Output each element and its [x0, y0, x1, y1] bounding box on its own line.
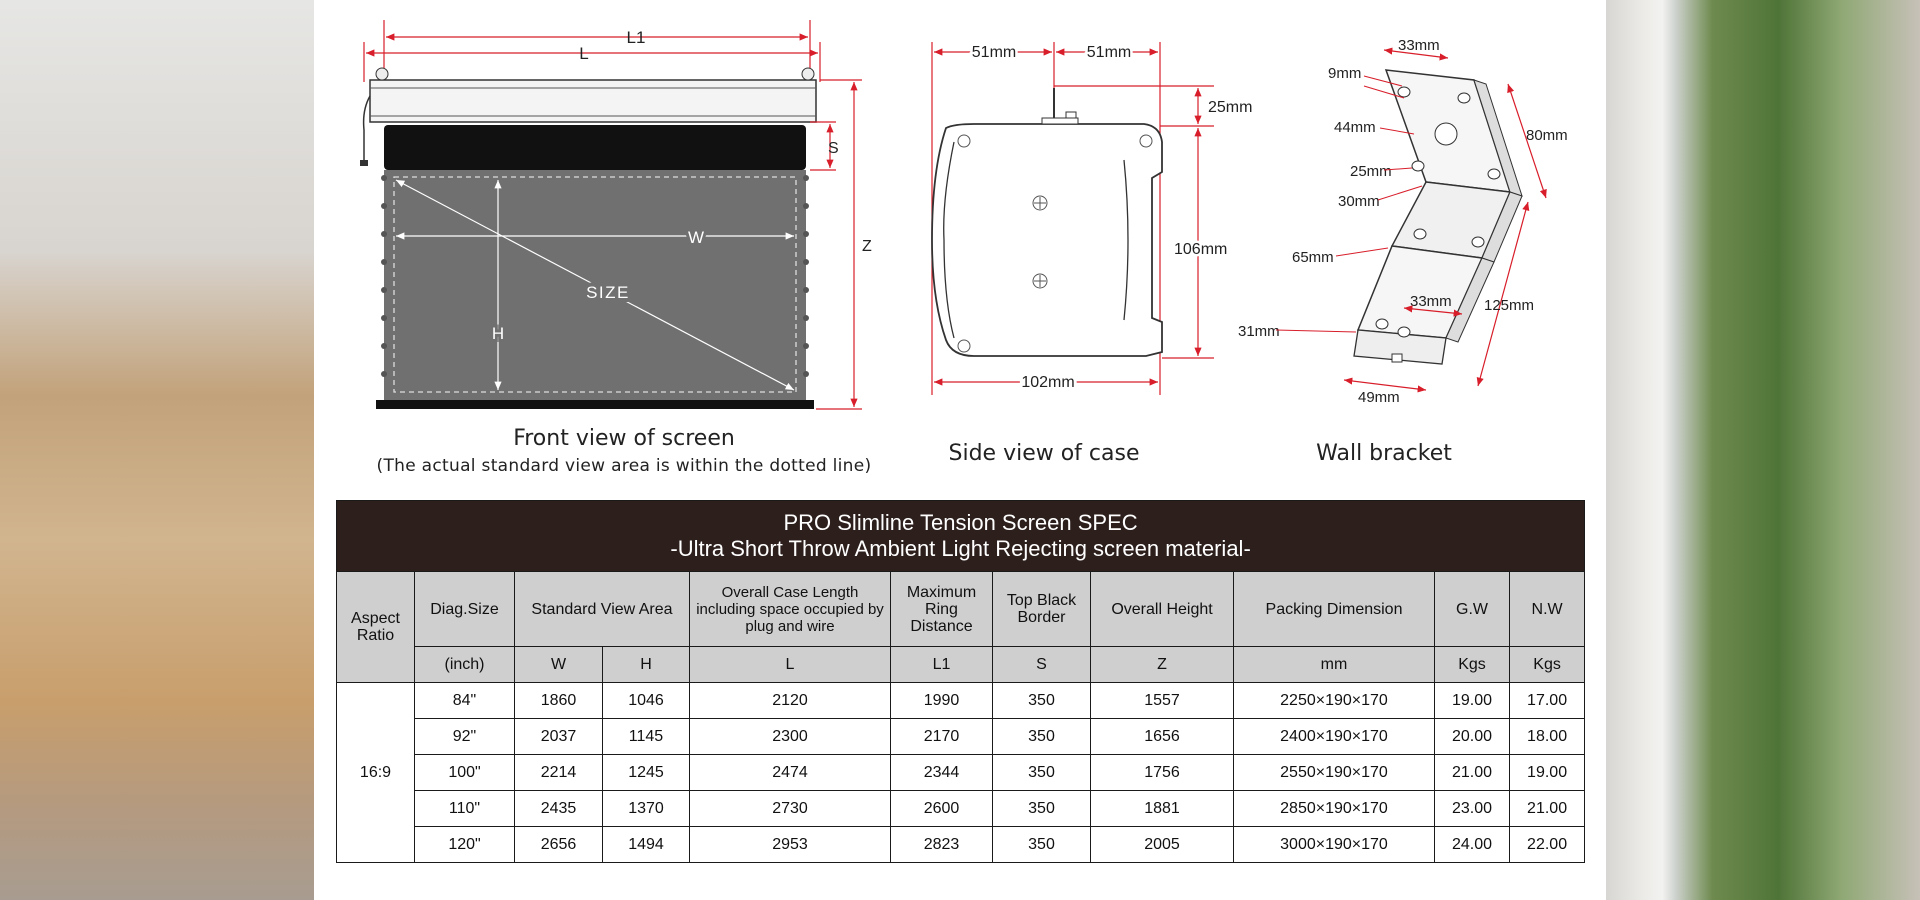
l-label: L — [579, 44, 589, 63]
cell-z: 2005 — [1091, 827, 1234, 863]
bracket-dim-44: 44mm — [1334, 119, 1376, 136]
cell-s: 350 — [993, 683, 1091, 719]
side-dim-25: 25mm — [1208, 99, 1253, 116]
bracket-dim-25: 25mm — [1350, 163, 1392, 180]
h-label: H — [491, 324, 505, 343]
unit-diag: (inch) — [415, 647, 515, 683]
l1-label: L1 — [626, 28, 646, 47]
cell-w: 2037 — [515, 719, 603, 755]
cell-l1: 2344 — [891, 755, 993, 791]
cell-s: 350 — [993, 827, 1091, 863]
front-view-note: (The actual standard view area is within the dotted line) — [376, 456, 872, 476]
spec-table — [336, 500, 1585, 863]
s-label: S — [828, 140, 839, 157]
header-black-border: Top Black Border — [993, 572, 1091, 647]
cell-gw: 21.00 — [1435, 755, 1510, 791]
bracket-dim-65: 65mm — [1292, 249, 1334, 266]
header-nw: N.W — [1510, 572, 1585, 647]
cell-h: 1046 — [603, 683, 690, 719]
header-gw: G.W — [1435, 572, 1510, 647]
table-row — [337, 827, 1585, 863]
cell-diag: 110" — [415, 791, 515, 827]
unit-gw: Kgs — [1435, 647, 1510, 683]
cell-w: 1860 — [515, 683, 603, 719]
header-overall-height: Overall Height — [1091, 572, 1234, 647]
header-aspect-ratio: Aspect Ratio — [337, 572, 415, 683]
cell-pack: 2550×190×170 — [1234, 755, 1435, 791]
bracket-dim-33-top: 33mm — [1398, 37, 1440, 54]
unit-w: W — [515, 647, 603, 683]
header-packing: Packing Dimension — [1234, 572, 1435, 647]
unit-l: L — [690, 647, 891, 683]
table-title-line2: -Ultra Short Throw Ambient Light Rejecting screen material- — [670, 536, 1251, 561]
side-view-title: Side view of case — [948, 441, 1140, 466]
cell-z: 1881 — [1091, 791, 1234, 827]
table-title — [337, 501, 1585, 572]
cell-z: 1756 — [1091, 755, 1234, 791]
ratio-cell: 16:9 — [337, 683, 415, 863]
cell-l: 2730 — [690, 791, 891, 827]
unit-z: Z — [1091, 647, 1234, 683]
table-title-line1: PRO Slimline Tension Screen SPEC — [783, 510, 1138, 535]
side-dim-102: 102mm — [1021, 374, 1075, 391]
cell-nw: 18.00 — [1510, 719, 1585, 755]
cell-pack: 3000×190×170 — [1234, 827, 1435, 863]
cell-pack: 2400×190×170 — [1234, 719, 1435, 755]
unit-s: S — [993, 647, 1091, 683]
cell-h: 1245 — [603, 755, 690, 791]
bracket-dim-30: 30mm — [1338, 193, 1380, 210]
cell-l: 2474 — [690, 755, 891, 791]
cell-s: 350 — [993, 791, 1091, 827]
unit-nw: Kgs — [1510, 647, 1585, 683]
side-dim-51-right: 51mm — [1086, 44, 1132, 61]
bracket-dim-49: 49mm — [1358, 389, 1400, 406]
cell-pack: 2850×190×170 — [1234, 791, 1435, 827]
bracket-dim-9: 9mm — [1328, 65, 1362, 82]
diagrams-area — [314, 0, 1606, 490]
cell-gw: 24.00 — [1435, 827, 1510, 863]
size-label: SIZE — [586, 283, 630, 302]
cell-s: 350 — [993, 755, 1091, 791]
unit-packing: mm — [1234, 647, 1435, 683]
cell-w: 2656 — [515, 827, 603, 863]
header-ring-distance: Maximum Ring Distance — [891, 572, 993, 647]
cell-nw: 21.00 — [1510, 791, 1585, 827]
cell-diag: 100" — [415, 755, 515, 791]
right-background-photo — [1606, 0, 1920, 900]
cell-z: 1656 — [1091, 719, 1234, 755]
unit-l1: L1 — [891, 647, 993, 683]
cell-z: 1557 — [1091, 683, 1234, 719]
cell-diag: 84" — [415, 683, 515, 719]
cell-w: 2435 — [515, 791, 603, 827]
wall-bracket-diagram — [1238, 37, 1568, 406]
bracket-dim-33-mid: 33mm — [1410, 293, 1452, 310]
z-label: Z — [862, 238, 872, 255]
cell-nw: 19.00 — [1510, 755, 1585, 791]
cell-pack: 2250×190×170 — [1234, 683, 1435, 719]
table-row — [337, 683, 1585, 719]
cell-l1: 2823 — [891, 827, 993, 863]
table-row — [337, 719, 1585, 755]
cell-l: 2953 — [690, 827, 891, 863]
cell-nw: 22.00 — [1510, 827, 1585, 863]
table-row — [337, 755, 1585, 791]
header-case-length: Overall Case Length including space occupied by plug and wire — [690, 572, 891, 647]
cell-diag: 92" — [415, 719, 515, 755]
wall-bracket-title: Wall bracket — [1316, 441, 1452, 466]
cell-l1: 2170 — [891, 719, 993, 755]
header-view-area: Standard View Area — [515, 572, 690, 647]
cell-l: 2300 — [690, 719, 891, 755]
front-view-title: Front view of screen — [513, 426, 735, 451]
cell-nw: 17.00 — [1510, 683, 1585, 719]
cell-gw: 23.00 — [1435, 791, 1510, 827]
w-label: W — [687, 228, 705, 247]
bracket-dim-80: 80mm — [1526, 127, 1568, 144]
unit-h: H — [603, 647, 690, 683]
side-dim-106: 106mm — [1174, 241, 1228, 258]
side-dim-51-left: 51mm — [971, 44, 1017, 61]
cell-h: 1494 — [603, 827, 690, 863]
left-background-photo — [0, 0, 314, 900]
cell-l1: 2600 — [891, 791, 993, 827]
cell-l1: 1990 — [891, 683, 993, 719]
cell-gw: 19.00 — [1435, 683, 1510, 719]
front-view-diagram — [314, 20, 872, 409]
header-diag-size: Diag.Size — [415, 572, 515, 647]
cell-gw: 20.00 — [1435, 719, 1510, 755]
bracket-dim-125: 125mm — [1484, 297, 1535, 314]
cell-h: 1370 — [603, 791, 690, 827]
spec-sheet — [314, 0, 1606, 900]
cell-l: 2120 — [690, 683, 891, 719]
bracket-dim-31: 31mm — [1238, 323, 1280, 340]
cell-w: 2214 — [515, 755, 603, 791]
side-view-diagram — [932, 42, 1252, 395]
cell-s: 350 — [993, 719, 1091, 755]
table-row — [337, 791, 1585, 827]
cell-diag: 120" — [415, 827, 515, 863]
cell-h: 1145 — [603, 719, 690, 755]
